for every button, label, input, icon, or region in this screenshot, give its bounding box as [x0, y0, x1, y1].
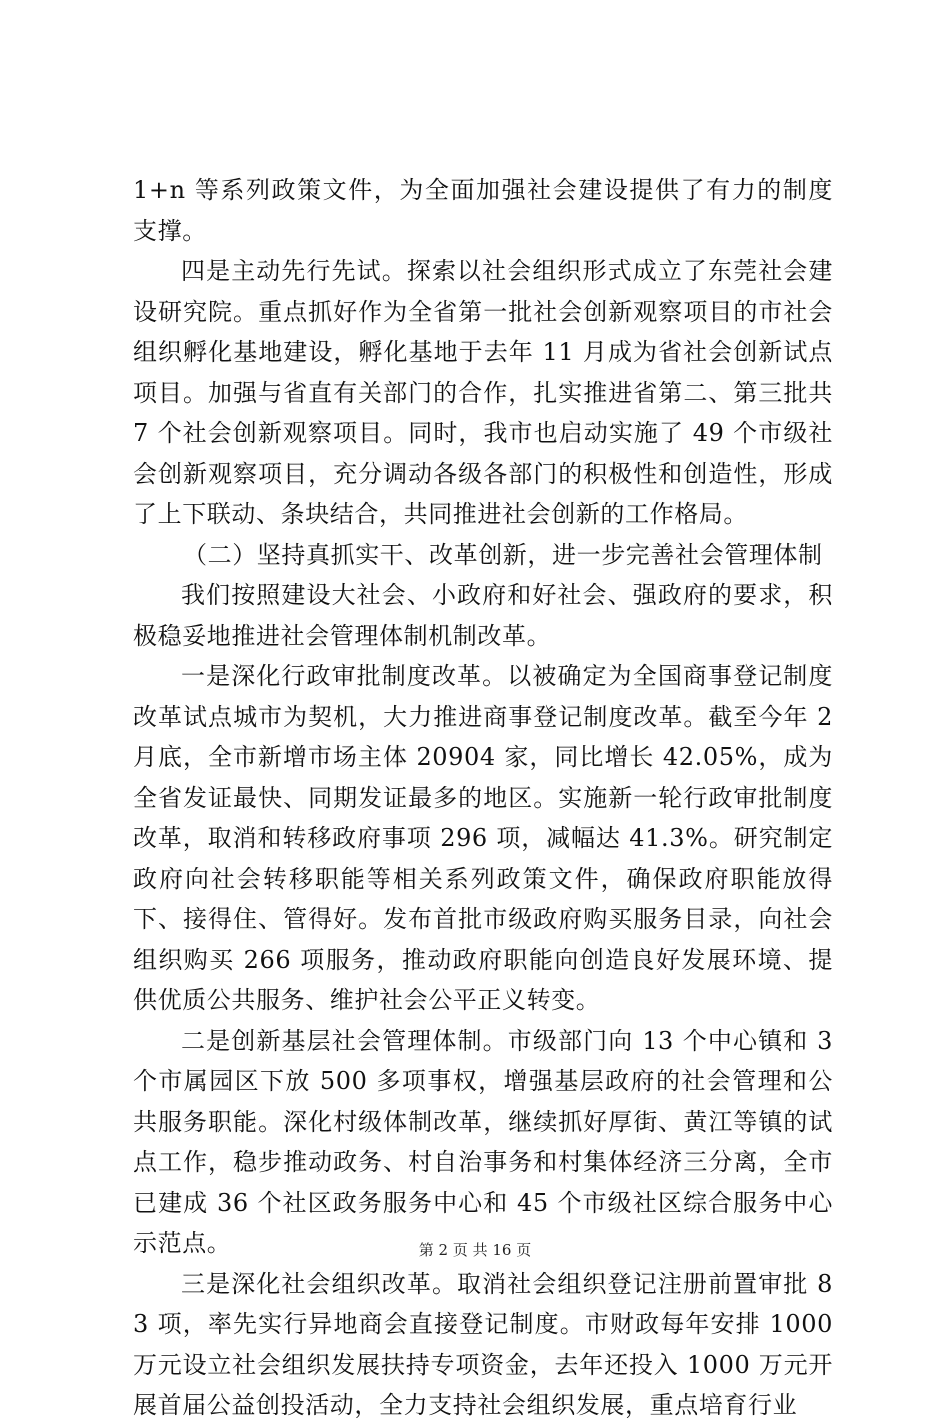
- document-body: [133, 170, 833, 1426]
- section-heading-management-system: （二）坚持真抓实干、改革创新，进一步完善社会管理体制: [183, 540, 823, 569]
- paragraph-approval-reform: 一是深化行政审批制度改革。以被确定为全国商事登记制度改革试点城市为契机，大力推进商事登记制度改革。截至今年 2 月底，全市新增市场主体 20904 家，同比增长 42.05%，成为全省发证最快、同期发证最多的地区。实施新一轮行政审批制度改革，取消和转移政府事项 296 项，减幅达 41.3%。研究制定政府向社会转移职能等相关系列政策文件，确保政府职能放得下、接得住、管得好。发布首批市级政府购买服务目录，向社会组织购买 266 项服务，推动政府职能向创造良好发展环境、提供优质公共服务、维护社会公平正义转变。: [133, 662, 833, 1014]
- paragraph-pilot-trial: 四是主动先行先试。探索以社会组织形式成立了东莞社会建设研究院。重点抓好作为全省第一批社会创新观察项目的市社会组织孵化基地建设，孵化基地于去年 11 月成为省社会创新试点项目。加强与省直有关部门的合作，扎实推进省第二、第三批共 7 个社会创新观察项目。同时，我市也启动实施了 49 个市级社会创新观察项目，充分调动各级各部门的积极性和创造性，形成了上下联动、条块结合，共同推进社会创新的工作格局。: [133, 257, 833, 528]
- paragraph-social-organization-reform: 三是深化社会组织改革。取消社会组织登记注册前置审批 83 项，率先实行异地商会直接登记制度。市财政每年安排 1000 万元设立社会组织发展扶持专项资金，去年还投入 1000 万元开展首届公益创投活动，全力支持社会组织发展，重点培育行业: [133, 1269, 833, 1419]
- paragraph-reform-intro: 我们按照建设大社会、小政府和好社会、强政府的要求，积极稳妥地推进社会管理体制机制改革。: [133, 581, 833, 650]
- paragraph-grassroots-reform: 二是创新基层社会管理体制。市级部门向 13 个中心镇和 3 个市属园区下放 500 多项事权，增强基层政府的社会管理和公共服务职能。深化村级体制改革，继续抓好厚街、黄江等镇的试点工作，稳步推动政务、村自治事务和村集体经济三分离，全市已建成 36 个社区政务服务中心和 45 个市级社区综合服务中心示范点。: [133, 1026, 833, 1257]
- paragraph-policy-support: 1+n 等系列政策文件，为全面加强社会建设提供了有力的制度支撑。: [133, 176, 833, 245]
- page-number: 第 2 页 共 16 页: [418, 1241, 532, 1259]
- page-footer: [0, 1240, 950, 1260]
